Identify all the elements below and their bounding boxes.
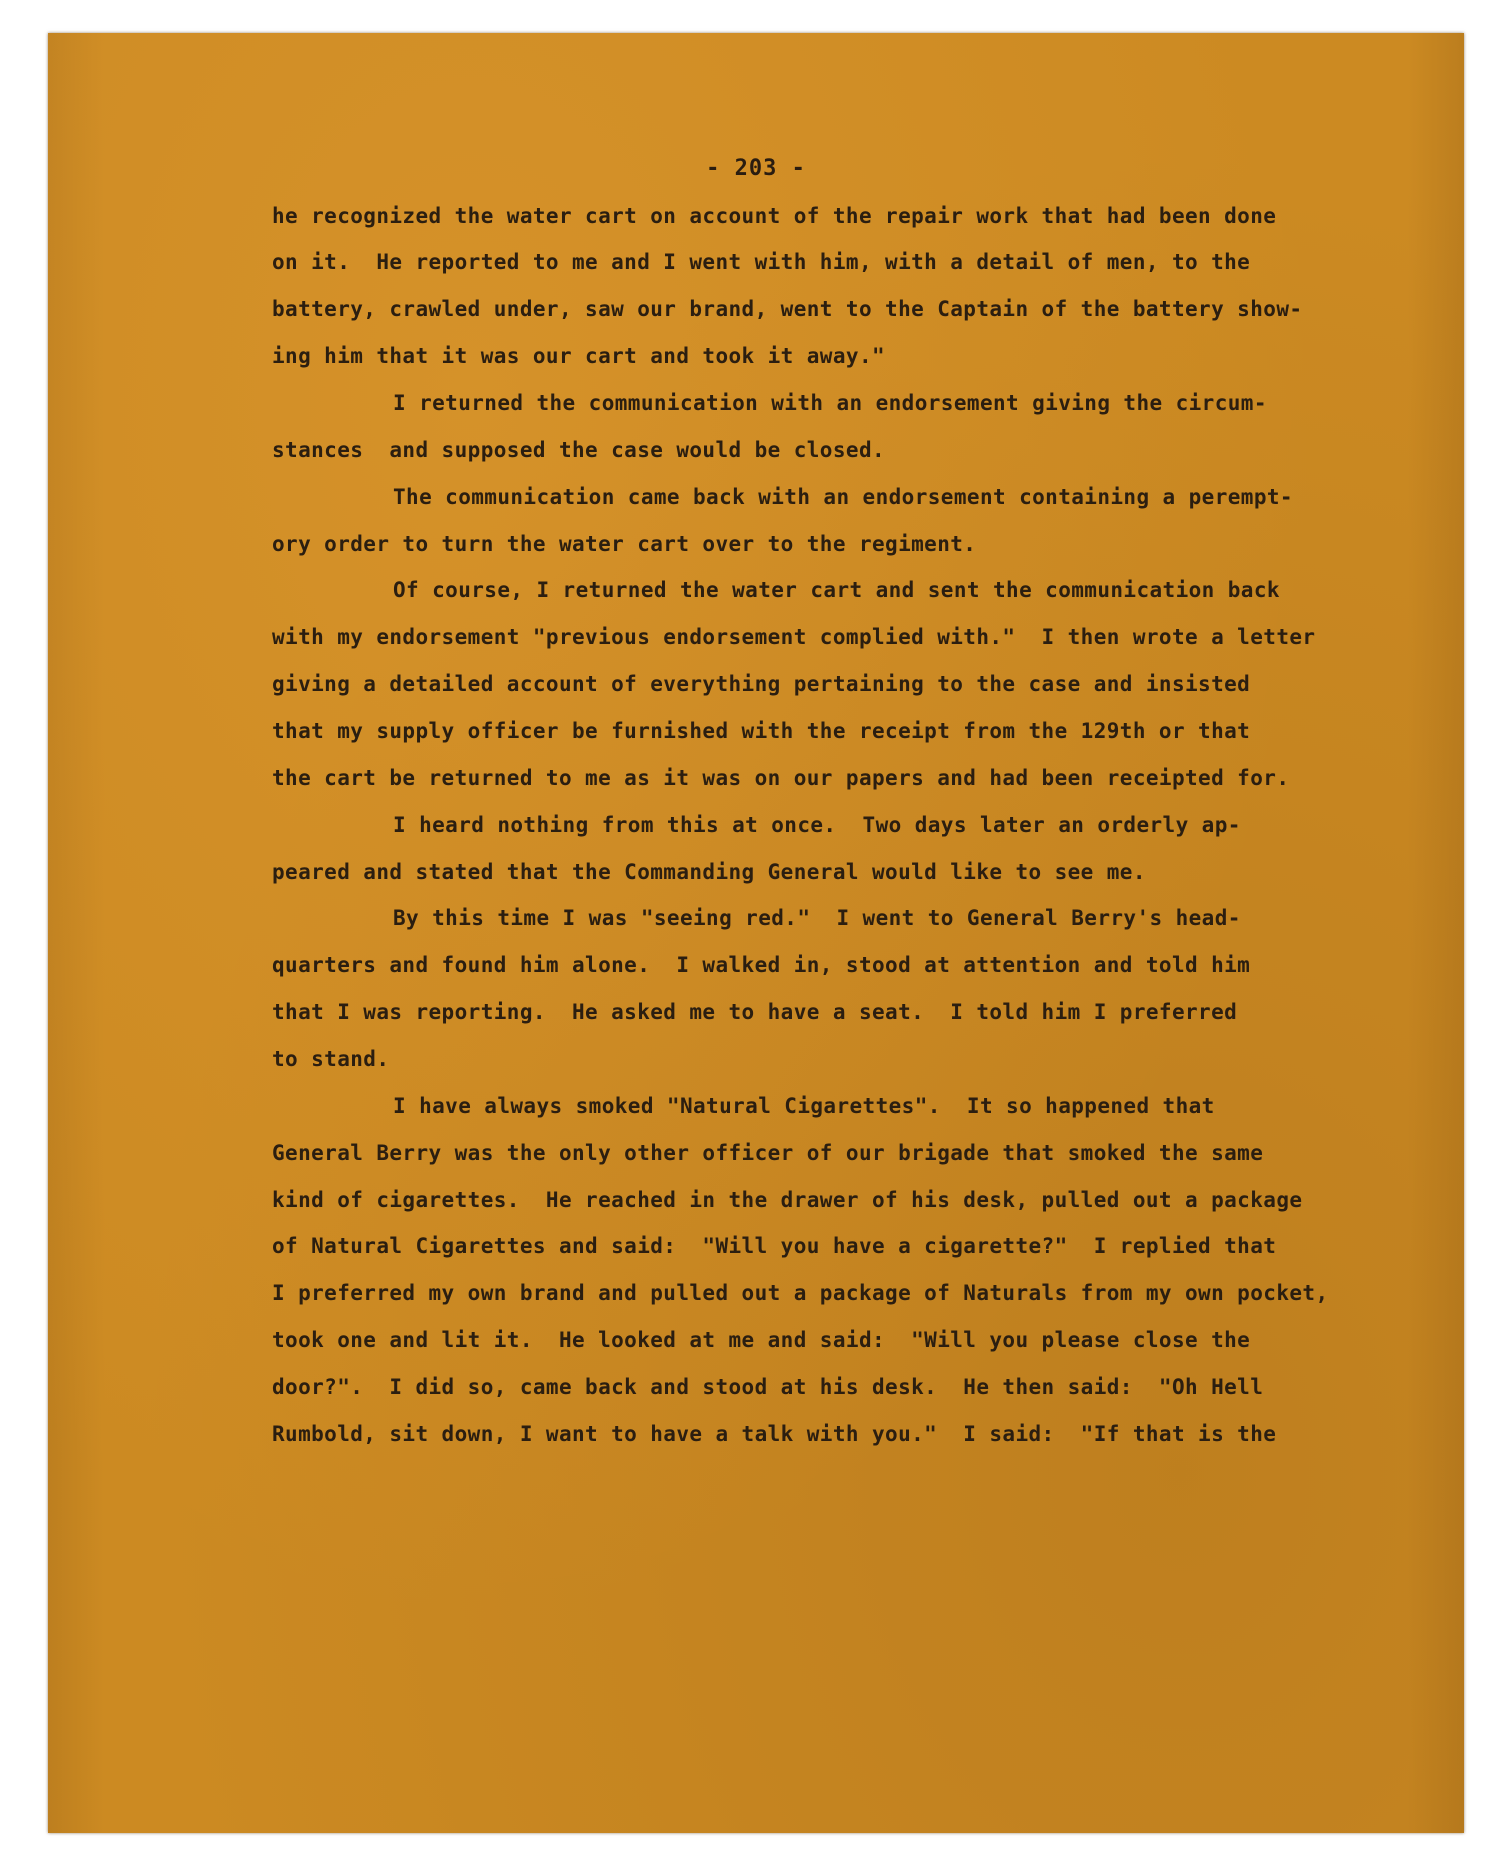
page-number: - 203 -: [706, 156, 806, 181]
text-line: I heard nothing from this at once. Two days later an orderly ap-: [393, 813, 1241, 837]
text-line: that I was reporting. He asked me to have a seat. I told him I preferred: [272, 1000, 1238, 1024]
text-line: I have always smoked "Natural Cigarettes". It so happened that: [393, 1094, 1215, 1118]
text-line: ory order to turn the water cart over to the regiment.: [272, 532, 977, 556]
text-line: that my supply officer be furnished with the receipt from the 129th or that: [272, 719, 1251, 743]
text-line: By this time I was "seeing red." I went to General Berry's head-: [393, 906, 1241, 930]
text-line: ing him that it was our cart and took it away.": [272, 344, 886, 368]
document-page: [48, 33, 1464, 1833]
text-line: General Berry was the only other officer of our brigade that smoked the same: [272, 1141, 1264, 1165]
text-line: Rumbold, sit down, I want to have a talk with you." I said: "If that is the: [272, 1422, 1277, 1446]
text-line: on it. He reported to me and I went with him, with a detail of men, to the: [272, 250, 1251, 274]
text-line: quarters and found him alone. I walked in, stood at attention and told him: [272, 953, 1251, 977]
text-line: the cart be returned to me as it was on our papers and had been receipted for.: [272, 766, 1290, 790]
text-line: Of course, I returned the water cart and sent the communication back: [393, 578, 1280, 602]
text-line: stances and supposed the case would be closed.: [272, 438, 886, 462]
text-line: kind of cigarettes. He reached in the drawer of his desk, pulled out a package: [272, 1188, 1303, 1212]
text-line: I returned the communication with an endorsement giving the circum-: [393, 391, 1267, 415]
typed-text-body: [48, 33, 1464, 1833]
text-line: door?". I did so, came back and stood at his desk. He then said: "Oh Hell: [272, 1375, 1264, 1399]
text-line: giving a detailed account of everything pertaining to the case and insisted: [272, 672, 1251, 696]
text-line: of Natural Cigarettes and said: "Will you have a cigarette?" I replied that: [272, 1234, 1277, 1258]
text-line: The communication came back with an endorsement containing a perempt-: [393, 485, 1293, 509]
text-line: took one and lit it. He looked at me and said: "Will you please close the: [272, 1328, 1251, 1352]
text-line: peared and stated that the Commanding General would like to see me.: [272, 860, 1146, 884]
text-line: to stand.: [272, 1047, 390, 1071]
text-line: battery, crawled under, saw our brand, went to the Captain of the battery show-: [272, 297, 1303, 321]
text-line: I preferred my own brand and pulled out a package of Naturals from my own pocket,: [272, 1281, 1329, 1305]
text-line: with my endorsement "previous endorsement complied with." I then wrote a letter: [272, 625, 1316, 649]
text-line: he recognized the water cart on account of the repair work that had been done: [272, 204, 1277, 228]
